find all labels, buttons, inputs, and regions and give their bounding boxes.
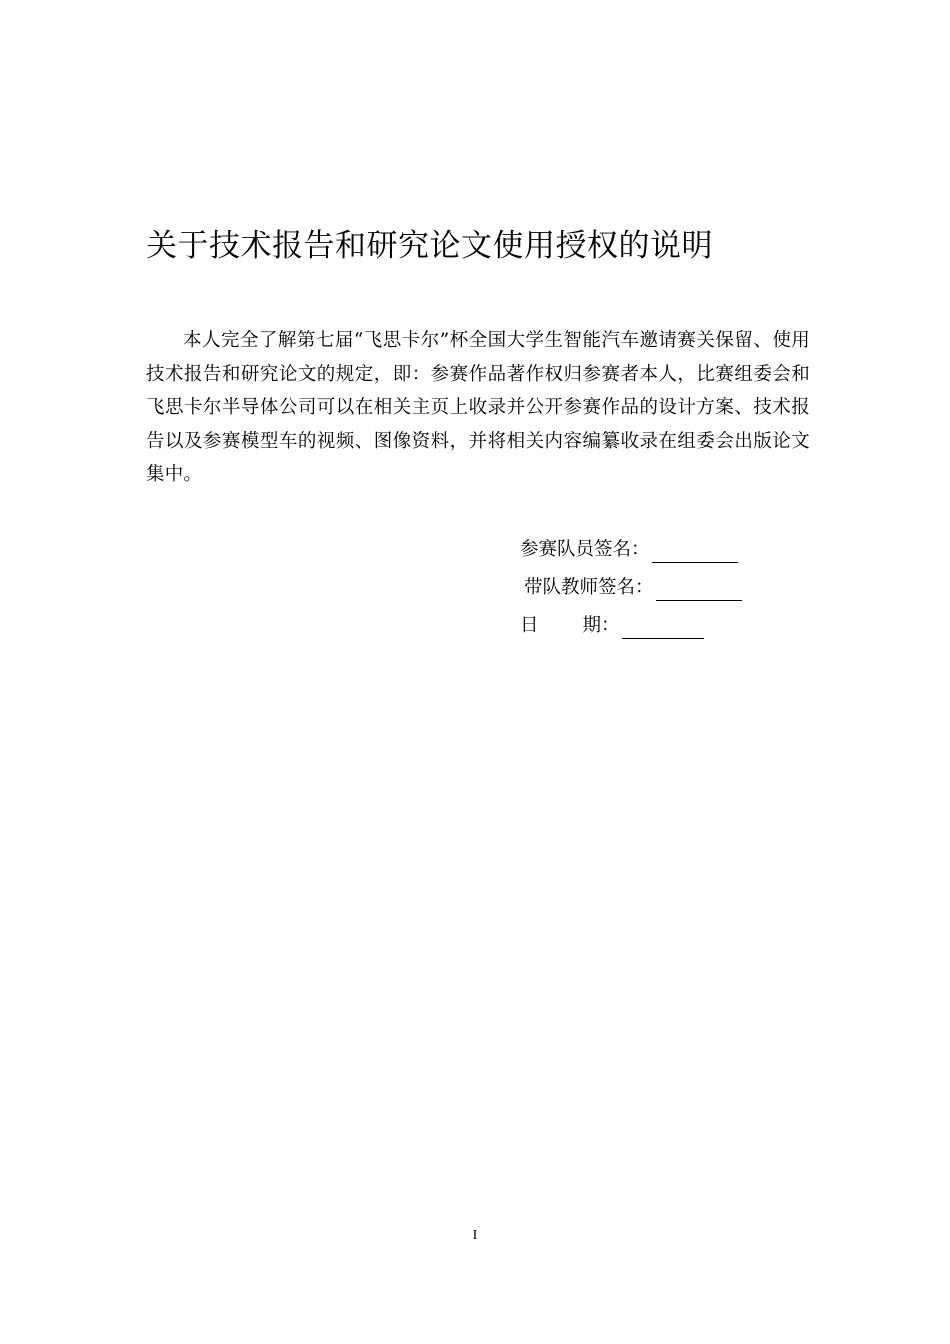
date-row (520, 607, 820, 645)
date-label-right: 期： (582, 615, 620, 636)
advisor-signature-row (520, 569, 820, 607)
date-label-left: 日 (520, 615, 539, 636)
document-title: 关于技术报告和研究论文使用授权的说明 (146, 228, 713, 264)
signature-block (520, 531, 820, 645)
authorization-paragraph: 本人完全了解第七届“飞思卡尔”杯全国大学生智能汽车邀请赛关保留、使用技术报告和研究论文的规定，即：参赛作品著作权归参赛者本人，比赛组委会和飞思卡尔半导体公司可以在相关主页上收录并公开参赛作品的设计方案、技术报告以及参赛模型车的视频、图像资料，并将相关内容编纂收录在组委会出版论文集中。 (146, 330, 810, 485)
member-signature-label: 参赛队员签名： (520, 539, 650, 560)
advisor-signature-label: 带队教师签名： (524, 577, 654, 598)
member-signature-row (520, 531, 820, 569)
member-signature-line (652, 538, 738, 563)
date-line (622, 614, 704, 639)
page-number: I (472, 1228, 478, 1243)
advisor-signature-line (656, 576, 742, 601)
